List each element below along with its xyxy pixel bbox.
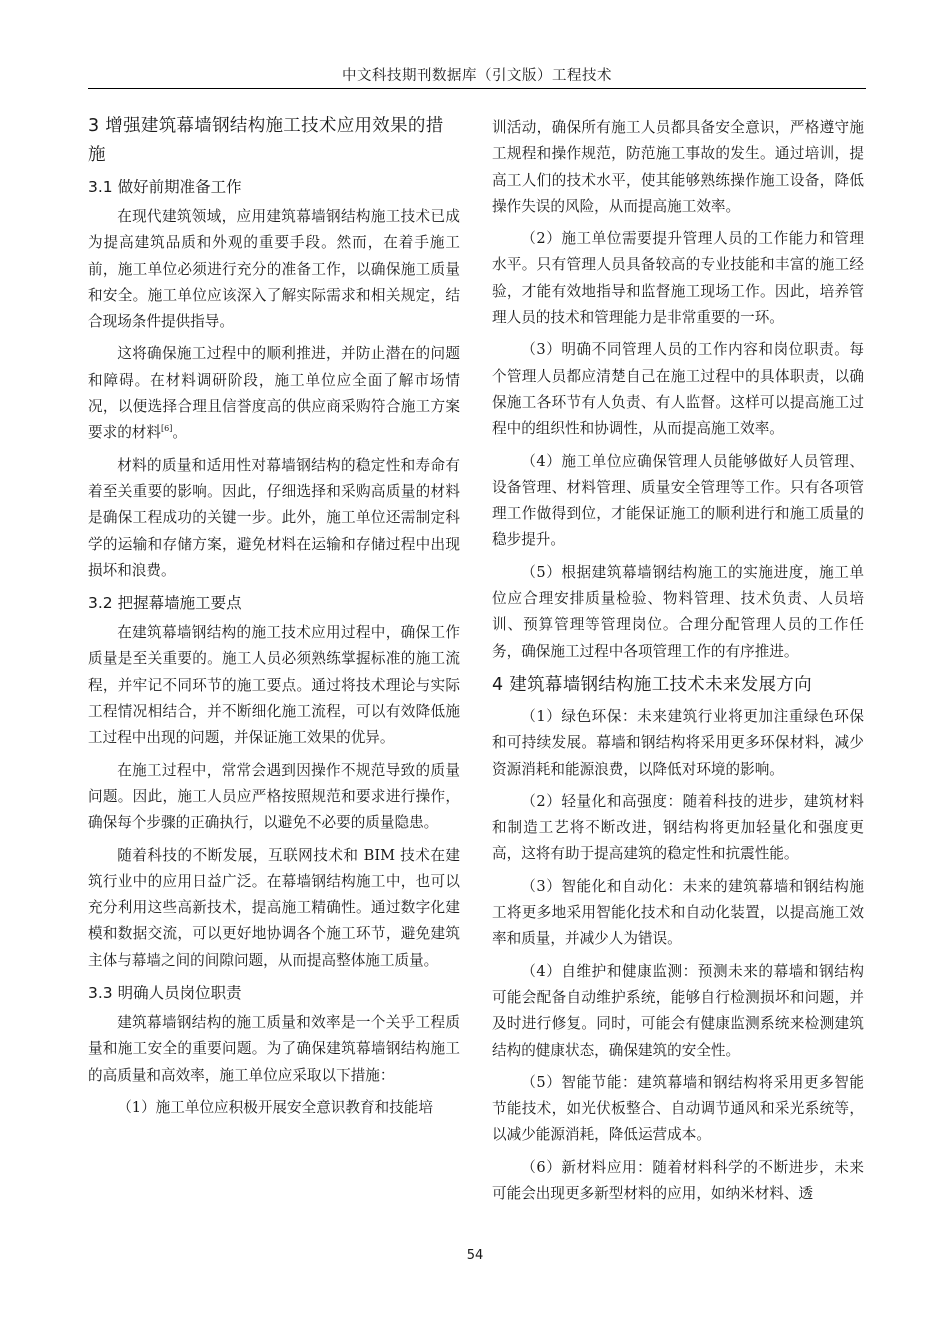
section-4-heading: 4 建筑幕墙钢结构施工技术未来发展方向 [492,674,812,695]
paragraph: （1）施工单位应积极开展安全意识教育和技能培 [117,1098,433,1116]
paragraph: 建筑幕墙钢结构的施工质量和效率是一个关乎工程质量和施工安全的重要问题。为了确保建筑幕墙钢结构施工的高质量和高效率，施工单位应采取以下措施： [88,1014,460,1084]
page-number: 54 [466,1248,484,1263]
paragraph: （4）施工单位应确保管理人员能够做好人员管理、设备管理、材料管理、质量安全管理等工作。只有各项管理工作做得到位，才能保证施工的顺利进行和施工质量的稳步提升。 [492,452,864,549]
paragraph: （2）轻量化和高强度：随着科技的进步，建筑材料和制造工艺将不断改进，钢结构将更加轻量化和强度更高，这将有助于提高建筑的稳定性和抗震性能。 [492,792,864,863]
paragraph [88,341,460,446]
paragraph: （2）施工单位需要提升管理人员的工作能力和管理水平。只有管理人员具备较高的专业技能和丰富的施工经验，才能有效地指导和监督施工现场工作。因此，培养管理人员的技术和管理能力是非常重要的一环。 [492,230,864,327]
citation-ref: [6] [160,424,173,434]
paragraph: 随着科技的不断发展，互联网技术和 BIM 技术在建筑行业中的应用日益广泛。在幕墙钢结构施工中，也可以充分利用这些高新技术，提高施工精确性。通过数字化建模和数据交流，可以更好地协调各个施工环节，避免建筑主体与幕墙之间的间隙问题，从而提高整体施工质量。 [88,846,460,969]
paragraph-end: 。 [172,424,187,442]
section-3-2-heading: 3.2 把握幕墙施工要点 [88,594,242,613]
header-rule [88,88,866,89]
paragraph-continued: 训活动，确保所有施工人员都具备安全意识，严格遵守施工规程和操作规范，防范施工事故的发生。通过培训，提高工人们的技术水平，使其能够熟练操作施工设备，降低操作失误的风险，从而提高施工效率。 [492,119,864,215]
right-column [492,115,864,1213]
paragraph: 材料的质量和适用性对幕墙钢结构的稳定性和寿命有着至关重要的影响。因此，仔细选择和采购高质量的材料是确保工程成功的关键一步。此外，施工单位还需制定科学的运输和存储方案，避免材料在运输和存储过程中出现损坏和浪费。 [88,456,460,579]
paragraph: 在现代建筑领域，应用建筑幕墙钢结构施工技术已成为提高建筑品质和外观的重要手段。然而，在着手施工前，施工单位必须进行充分的准备工作，以确保施工质量和安全。施工单位应该深入了解实际需求和相关规定，结合现场条件提供指导。 [88,208,460,331]
paragraph: （3）明确不同管理人员的工作内容和岗位职责。每个管理人员都应清楚自己在施工过程中的具体职责，以确保施工各环节有人负责、有人监督。这样可以提高施工过程中的组织性和协调性，从而提高施工效率。 [492,341,864,438]
left-column [88,112,460,1127]
paragraph: （5）根据建筑幕墙钢结构施工的实施进度，施工单位应合理安排质量检验、物料管理、技术负责、人员培训、预算管理等管理岗位。合理分配管理人员的工作任务，确保施工过程中各项管理工作的有序推进。 [492,563,864,660]
paragraph: （1）绿色环保：未来建筑行业将更加注重绿色环保和可持续发展。幕墙和钢结构将采用更多环保材料，减少资源消耗和能源浪费，以降低对环境的影响。 [492,707,864,778]
section-3-heading: 3 增强建筑幕墙钢结构施工技术应用效果的措施 [88,116,444,165]
paragraph: （4）自维护和健康监测：预测未来的幕墙和钢结构可能会配备自动维护系统，能够自行检测损坏和问题，并及时进行修复。同时，可能会有健康监测系统来检测建筑结构的健康状态，确保建筑的安全性。 [492,962,864,1059]
paragraph-text: 这将确保施工过程中的顺利推进，并防止潜在的问题和障碍。在材料调研阶段，施工单位应全面了解市场情况，以便选择合理且信誉度高的供应商采购符合施工方案要求的材料 [88,345,460,442]
paragraph: （6）新材料应用：随着材料科学的不断进步，未来可能会出现更多新型材料的应用，如纳米材料、透 [492,1158,864,1202]
section-3-3-heading: 3.3 明确人员岗位职责 [88,984,242,1003]
paragraph: （5）智能节能：建筑幕墙和钢结构将采用更多智能节能技术，如光伏板整合、自动调节通风和采光系统等，以减少能源消耗，降低运营成本。 [492,1073,864,1144]
section-3-1-heading: 3.1 做好前期准备工作 [88,178,242,196]
paragraph: 在建筑幕墙钢结构的施工技术应用过程中，确保工作质量是至关重要的。施工人员必须熟练掌握标准的施工流程，并牢记不同环节的施工要点。通过将技术理论与实际工程情况相结合，并不断细化施工流程，可以有效降低施工过程中出现的问题，并保证施工效果的优异。 [88,624,460,747]
paragraph: （3）智能化和自动化：未来的建筑幕墙和钢结构施工将更多地采用智能化技术和自动化装置，以提高施工效率和质量，并减少人为错误。 [492,877,864,948]
paragraph: 在施工过程中，常常会遇到因操作不规范导致的质量问题。因此，施工人员应严格按照规范和要求进行操作，确保每个步骤的正确执行，以避免不必要的质量隐患。 [88,761,460,832]
running-header: 中文科技期刊数据库（引文版）工程技术 [342,68,612,84]
